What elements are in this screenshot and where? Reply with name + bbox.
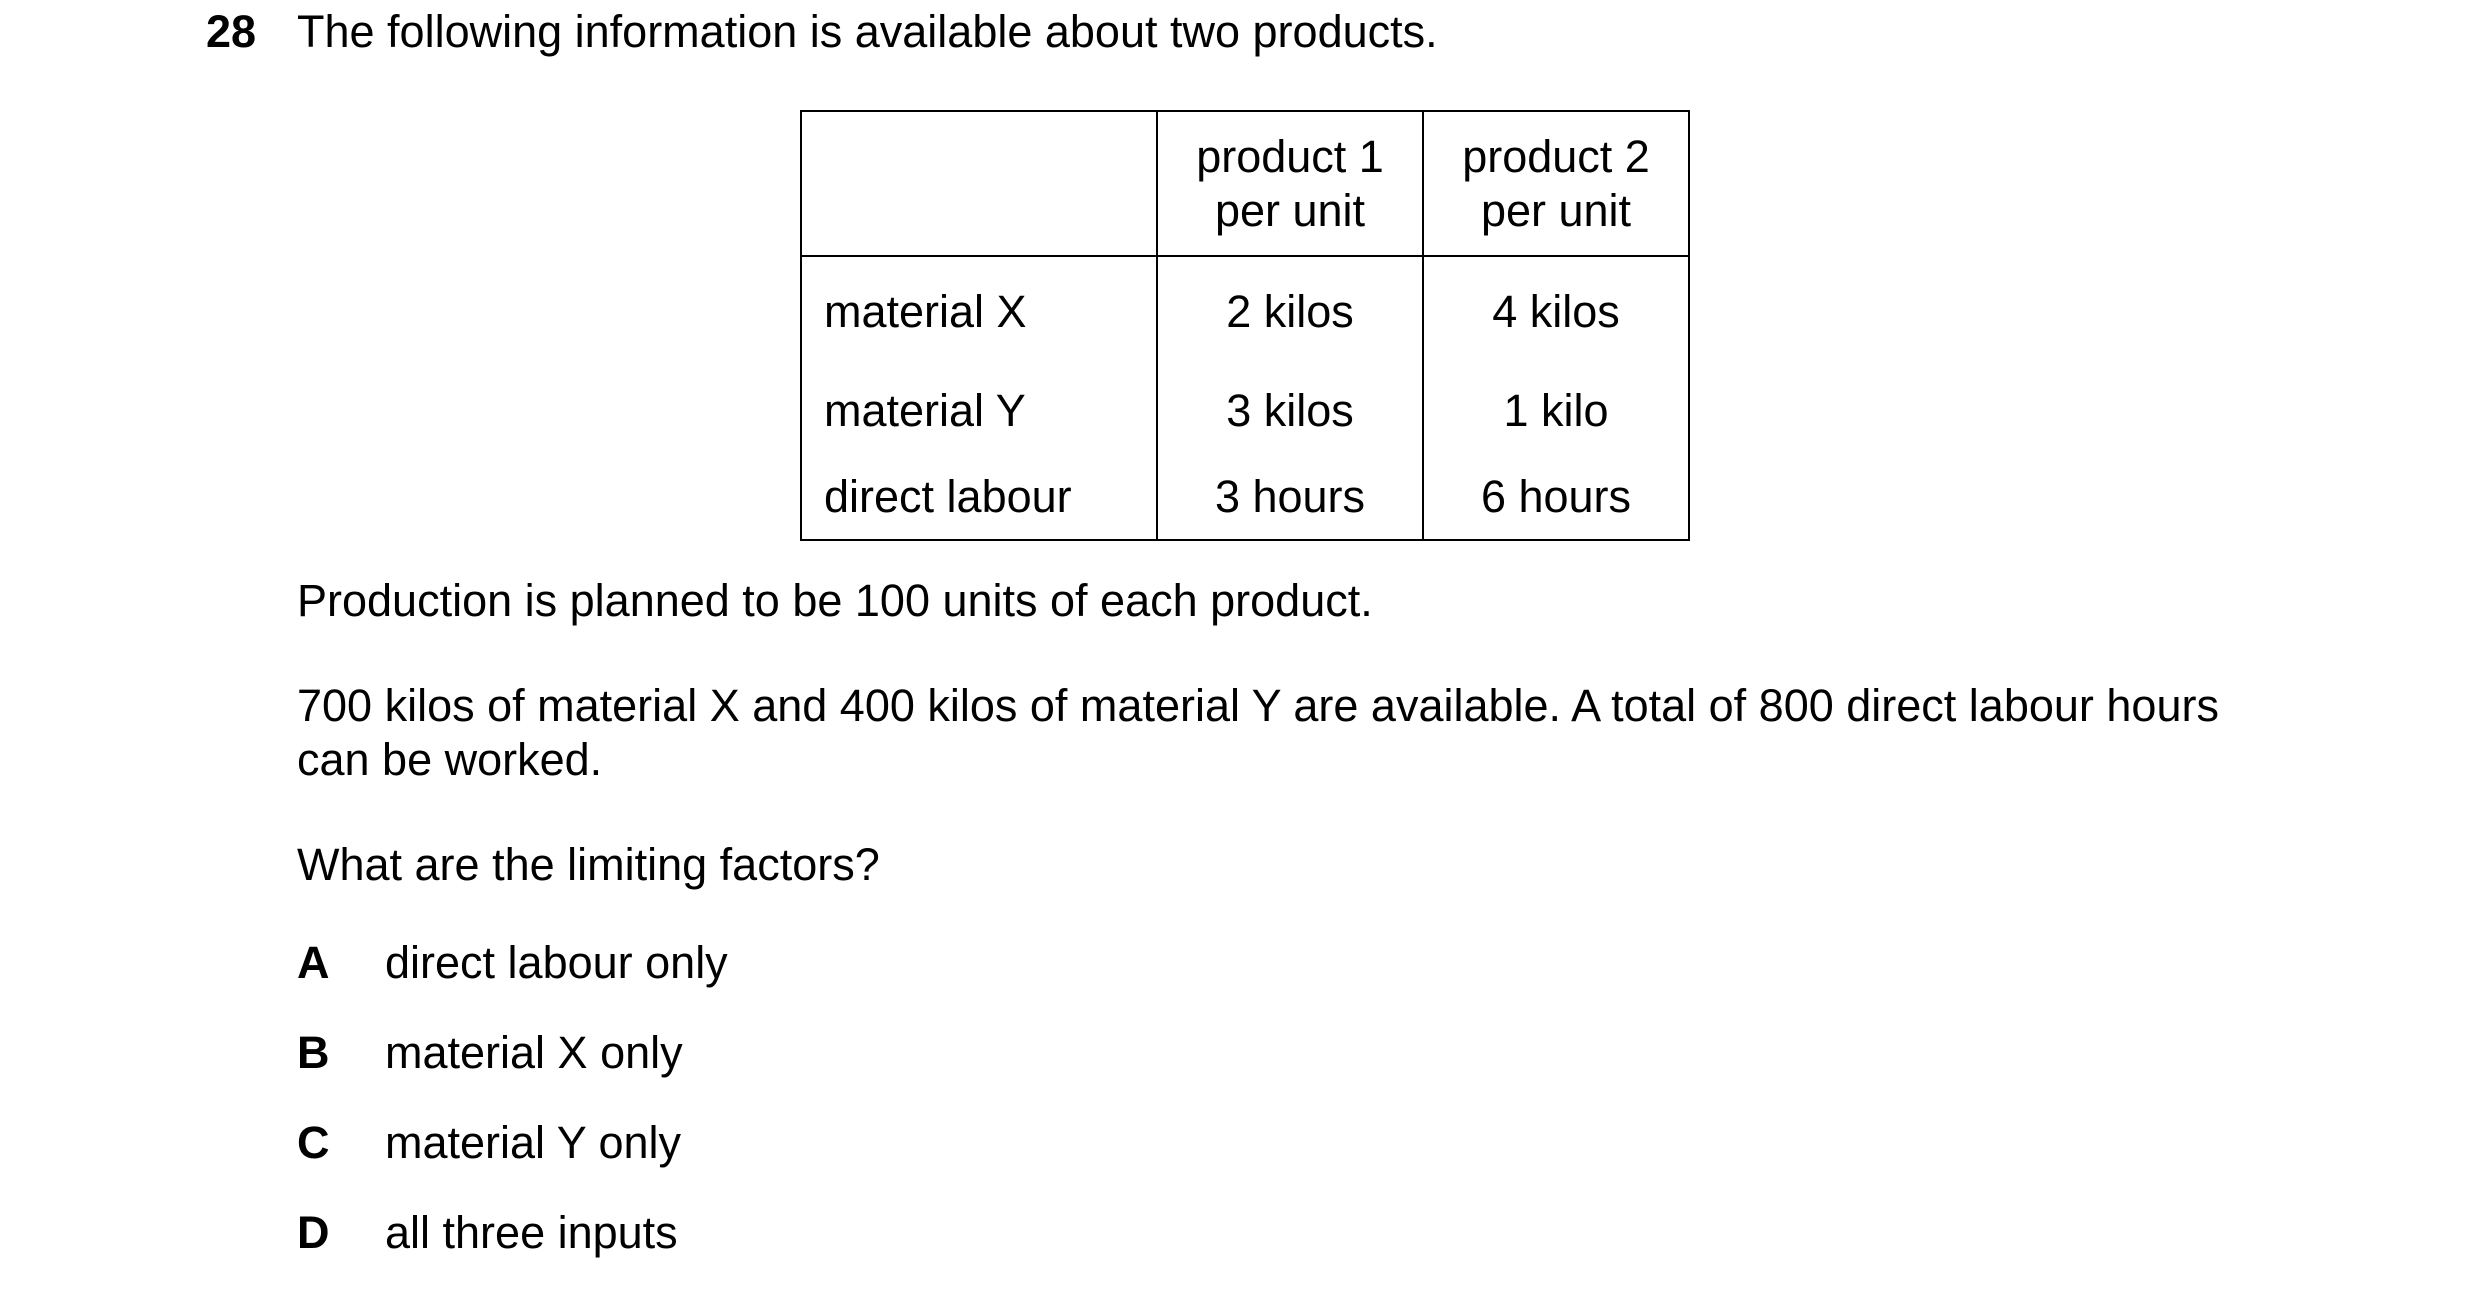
cell-material-x-product-2: 4 kilos [1423,256,1689,367]
row-label-direct-labour: direct labour [801,455,1157,540]
question-number: 28 [206,6,257,57]
option-text: all three inputs [385,1207,678,1258]
table-row [801,455,1689,540]
table-row [801,367,1689,455]
header-product-2-line-1: product 2 [1462,130,1650,182]
answer-option-b[interactable] [297,1025,683,1081]
table-header-empty [801,111,1157,256]
header-product-2-line-2: per unit [1480,184,1632,236]
cell-direct-labour-product-2: 6 hours [1423,455,1689,540]
answer-option-a[interactable] [297,935,728,991]
option-letter: B [297,1027,330,1078]
option-letter: C [297,1117,330,1168]
cell-material-y-product-1: 3 kilos [1157,367,1423,455]
row-label-material-y: material Y [801,367,1157,455]
row-label-material-x: material X [801,256,1157,367]
answer-option-d[interactable] [297,1205,678,1261]
product-information-table [800,110,1690,541]
option-text: material Y only [385,1117,681,1168]
option-letter: D [297,1207,330,1258]
option-text: material X only [385,1027,683,1078]
header-product-1-line-1: product 1 [1196,130,1384,182]
table-header-product-1 [1157,111,1423,256]
availability-paragraph: 700 kilos of material X and 400 kilos of material Y are available. A total of 800 direct labour hours can be worked. [297,680,2219,785]
option-letter: A [297,937,330,988]
cell-direct-labour-product-1: 3 hours [1157,455,1423,540]
question-prompt: What are the limiting factors? [297,839,880,890]
table-header-product-2 [1423,111,1689,256]
question-intro: The following information is available about two products. [297,6,1438,57]
production-paragraph: Production is planned to be 100 units of each product. [297,575,1373,626]
table-row [801,256,1689,367]
answer-option-c[interactable] [297,1115,681,1171]
table-header-row [801,111,1689,256]
cell-material-y-product-2: 1 kilo [1423,367,1689,455]
option-text: direct labour only [385,937,728,988]
cell-material-x-product-1: 2 kilos [1157,256,1423,367]
header-product-1-line-2: per unit [1214,184,1366,236]
